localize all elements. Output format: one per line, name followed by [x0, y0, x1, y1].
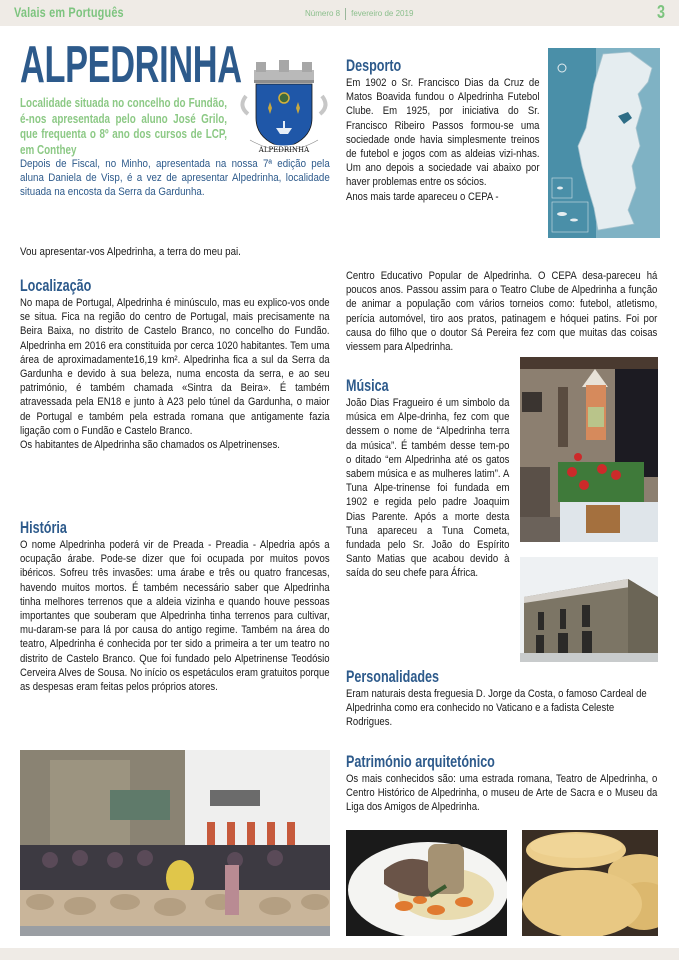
section-title-patrimonio: Património arquitetónico	[346, 752, 495, 771]
section-desporto	[346, 56, 540, 204]
patrimonio-text	[346, 772, 657, 815]
section-personalidades	[346, 667, 658, 730]
sheep-street-photo	[20, 750, 330, 936]
patrimonio-body: Os mais conhecidos são: uma estrada romana, Teatro de Alpedrinha, o Centro Histórico de Alpedrinha, o museu de Arte de Sacra e o Museu da Liga dos Amigos de Alpedrinha.	[346, 773, 658, 814]
cookies-photo	[522, 830, 658, 936]
localizacao-body-2: Os habitantes de Alpedrinha são chamados os Alpetrinenses.	[20, 439, 280, 452]
section-musica	[346, 376, 510, 581]
section-historia	[20, 518, 330, 694]
crown-icon	[254, 60, 314, 83]
personalidades-body: Eram naturais desta freguesia D. Jorge da Costa, o famoso Cardeal de Alpedrinha como era conhecido no Vaticano e a fadista Celeste Rodrigues.	[346, 688, 647, 729]
article-title: ALPEDRINHA	[20, 36, 242, 94]
page-header	[0, 0, 679, 26]
desporto-body-2b: Centro Educativo Popular de Alpedrinha. O CEPA desa-pareceu há poucos anos. Passou assim para o Teatro Clube de Alpedrinha a função de animar a população com vários torneios como: futebol, atletismo, perícia automóvel, tiro aos pratos, patinagem e hóquei patins. Foi por causa do filho que o doutor Sá Pereira fez com que muitas das coisas viessem para Alpedrinha.	[346, 270, 658, 354]
portugal-map-image	[548, 48, 660, 238]
historia-body: O nome Alpedrinha poderá vir de Preada - Preadia - Alpedria após a ocupação árabe. Pode-se dizer que foi ocupada por muitos povos ibéricos. Sofreu três invasões: uma árabe e três ou quatro francesas, havendo muitos mortos. É também necessário saber que Alpedrinha tinha melhores terrenos que a aldeia vizinha e quando houve pessoas importantes que souberam que Alpedrinha tinha terrenos para cultivar, mu-daram-se para lá por causa do antigo regime. Também na área do teatro, Alpedrinha é conhecida por ter sido a primeira a ter um teatro no distrito de Castelo Branco. Que foi fundado pelo Alpetrinense Teodósio Cerveira Alves de Sousa. No início os espetáculos eram gratuitos porque as despesas eram feitas pelos próprios atores.	[20, 539, 330, 694]
section-title-historia: História	[20, 518, 67, 537]
article-lead: Vou apresentar-vos Alpedrinha, a terra do meu pai.	[20, 246, 241, 258]
issue-divider	[345, 8, 346, 20]
article-intro: Depois de Fiscal, no Minho, apresentada na nossa 7ª edição pela aluna Daniela de Visp, é a vez de apresentar Alpedrinha, localidade situada na encosta da Serra da Gardunha.	[20, 158, 330, 199]
alpedrinha-crest-image	[236, 56, 332, 156]
desporto-continuation-text	[346, 269, 657, 354]
magazine-brand: Valais em Português	[14, 4, 124, 20]
section-localizacao	[20, 276, 330, 452]
desporto-body-2a: Anos mais tarde apareceu o CEPA -	[346, 190, 499, 203]
section-title-personalidades: Personalidades	[346, 667, 439, 686]
section-title-localizacao: Localização	[20, 276, 92, 295]
desporto-continuation	[346, 269, 658, 354]
issue-date: fevereiro de 2019	[351, 9, 414, 19]
localizacao-body: No mapa de Portugal, Alpedrinha é minúsculo, mas eu explico-vos onde se situa. Fica na região do centro de Portugal, mais precisamente na Beira Baixa, no distrito de Castelo Branco, no concelho do Fundão. Alpedrinha em 2016 era constituida por cerca 1020 habitantes. Tem uma área de aproximadamente16,19 km². Alpedrinha fica a sul da Serra da Gardunha e devido à sua beleza, numa encosta da serra, e ao seu património, é também chamada «Sintra da Beira». É também atravessada pela EN18 e junto à A23 pelo túnel da Gardunha, o maior de Portugal e também pela estrada romana que antigamente fazia ligação com o Fundão e Castelo Branco.	[20, 297, 330, 437]
historia-text	[20, 538, 330, 694]
stew-dish-photo	[346, 830, 507, 936]
desporto-text	[346, 76, 540, 204]
page-number: 3	[656, 2, 665, 22]
section-patrimonio	[346, 752, 658, 815]
theatre-building-photo	[520, 557, 658, 662]
issue-info	[305, 8, 413, 20]
issue-number: Número 8	[305, 9, 341, 19]
musica-text	[346, 396, 509, 581]
section-title-desporto: Desporto	[346, 56, 402, 75]
section-title-musica: Música	[346, 376, 389, 395]
article-subtitle: Localidade situada no concelho do Fundão, é-nos apresentada pelo aluno José Grilo, que frequenta o 8º ano dos cursos de LCP, em Conthey	[20, 96, 227, 157]
saint-statue-photo	[520, 357, 658, 542]
personalidades-text	[346, 687, 657, 730]
page-footer-bar	[0, 948, 679, 960]
musica-body: João Dias Fragueiro é um simbolo da música em Alpe-drinha, fez com que dessem o nome de “Alpedrinha terra da música”. É também desse tem-po o ditado “em Alpedrinha até os gatos sabem música e as mulheres latim”. A Tuna Alpe-trinense foi fundada em 1902 e regida pelo padre Joaquim Dias Parente. Após a morte desta Tuna apareceu a Tuna Cometa, fundada pelo Sr. João do Espírito Santo Matias que acabou devido à saída do seu chefe para África.	[346, 397, 510, 580]
crest-label: ALPEDRINHA	[258, 146, 310, 154]
localizacao-text	[20, 296, 330, 452]
desporto-body: Em 1902 o Sr. Francisco Dias da Cruz de Matos Boavida fundou o Alpedrinha Futebol Clube. Em 1925, por iniciativa do Sr. Francisco Ribeiro Passos formou-se uma sociedade onde havia simplesmente treinos de futebol e jogos com as aldeias vizi-nhas. Um ano depois a sociedade vai abaixo por haver problemas entre os sócios.	[346, 77, 540, 189]
